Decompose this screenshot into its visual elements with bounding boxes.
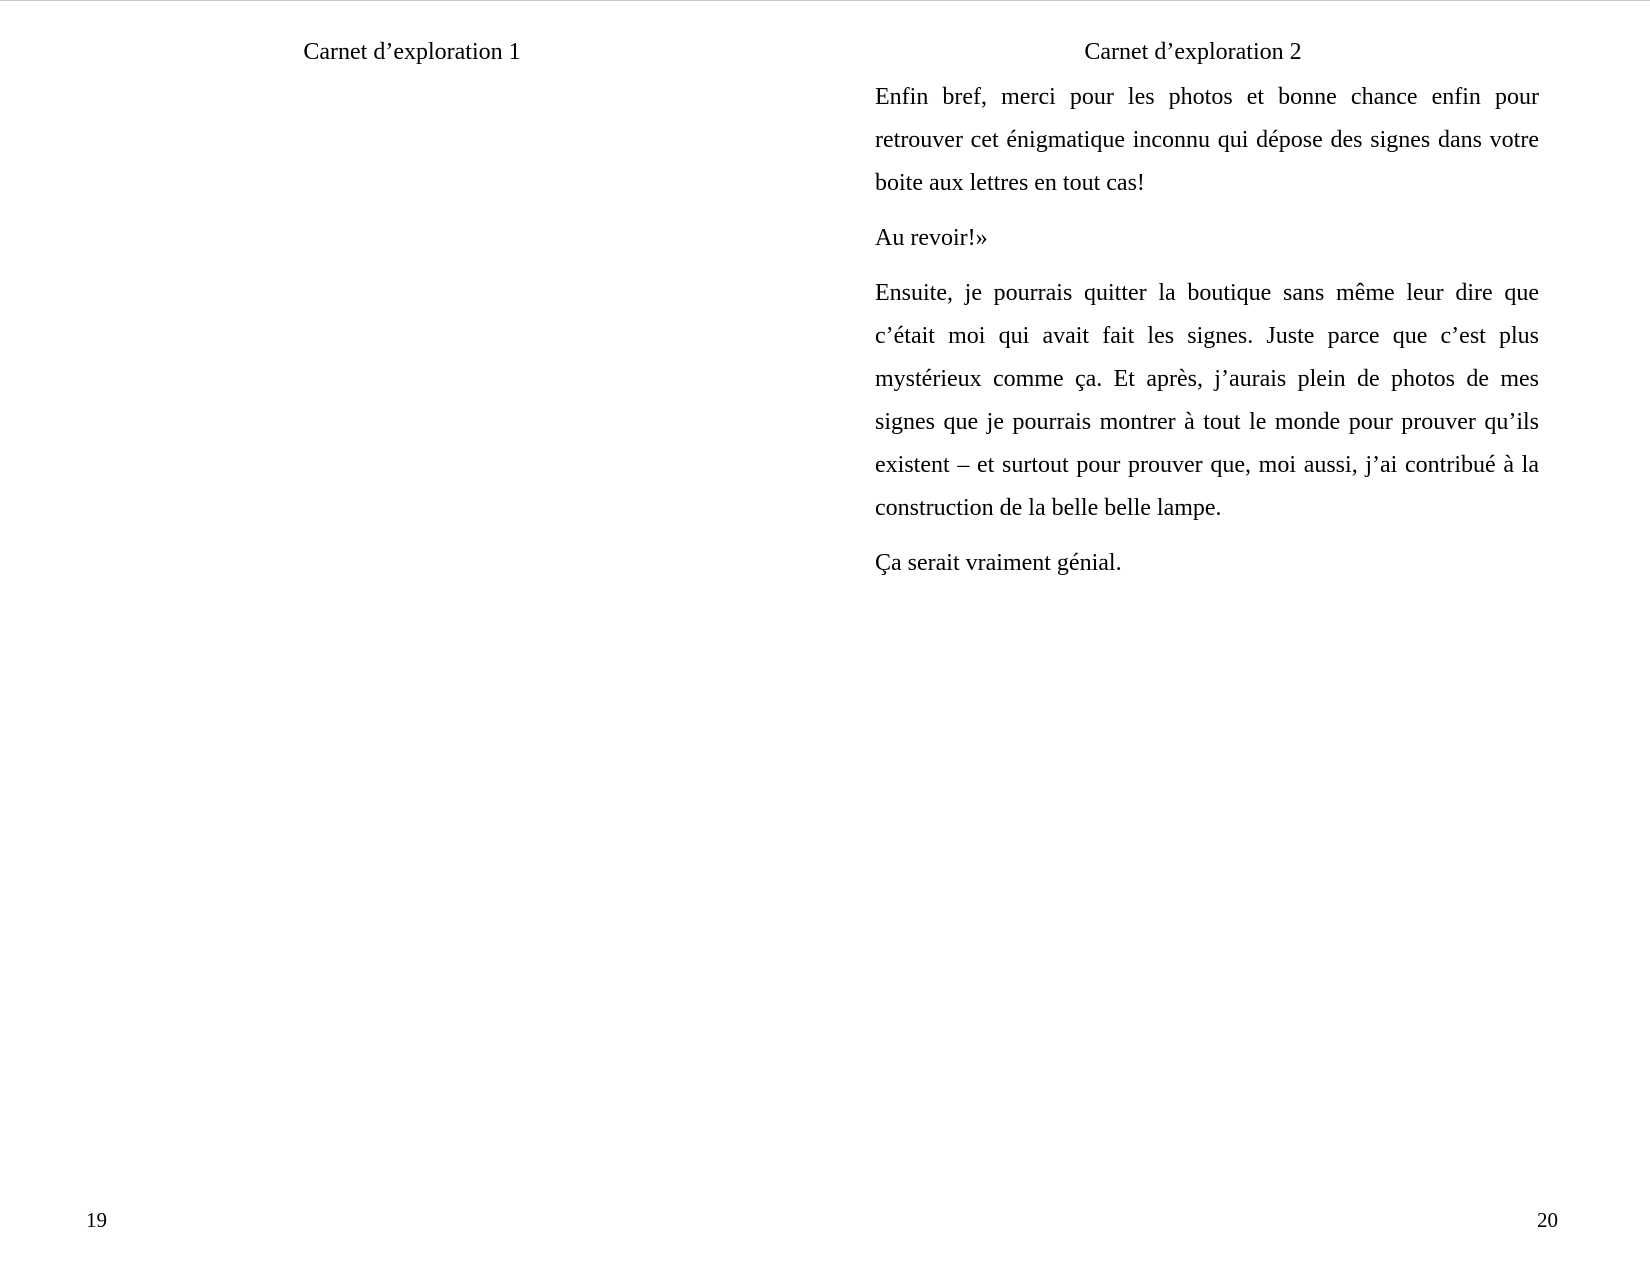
right-page-header: Carnet d’exploration 2 bbox=[1084, 39, 1302, 65]
right-page-body bbox=[875, 76, 1539, 597]
left-page-header: Carnet d’exploration 1 bbox=[303, 39, 521, 65]
right-page bbox=[825, 0, 1650, 1275]
paragraph: Au revoir!» bbox=[875, 225, 988, 251]
left-page-number: 19 bbox=[86, 1208, 107, 1232]
paragraph: Ensuite, je pourrais quitter la boutique sans même leur dire que c’était moi qui avait fait les signes. Juste parce que c’est plus mystérieux comme ça. Et après, j’aurais plein de photos de mes signes que je pourrais montrer à tout le monde pour prouver qu’ils existent – et surtout pour prouver que, moi aussi, j’ai contribué à la construction de la belle belle lampe. bbox=[875, 280, 1539, 521]
right-page-number: 20 bbox=[1537, 1208, 1558, 1232]
paragraph: Ça serait vraiment génial. bbox=[875, 550, 1122, 576]
paragraph: Enfin bref, merci pour les photos et bonne chance enfin pour retrouver cet énigmatique inconnu qui dépose des signes dans votre boite aux lettres en tout cas! bbox=[875, 84, 1539, 196]
